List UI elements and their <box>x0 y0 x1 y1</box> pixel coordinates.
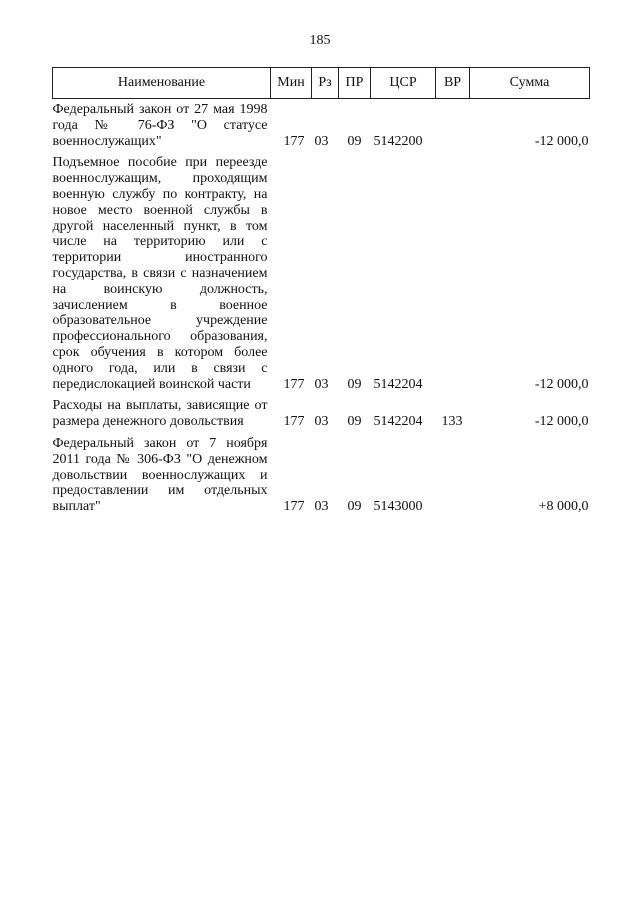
row-rz: 03 <box>314 414 329 430</box>
page-number: 185 <box>309 33 331 48</box>
row-vr: 133 <box>441 414 463 430</box>
row-csr: 5142204 <box>373 376 423 392</box>
row-pr: 09 <box>347 376 362 392</box>
header-csr: ЦСР <box>371 68 436 99</box>
row-pr: 09 <box>347 133 362 149</box>
row-sum: -12 000,0 <box>534 133 589 149</box>
header-min: Мин <box>271 68 312 99</box>
row-pr: 09 <box>347 414 362 430</box>
row-vr <box>436 430 470 515</box>
row-vr <box>436 149 470 392</box>
header-vr: ВР <box>436 68 470 99</box>
table-row <box>53 392 590 430</box>
row-min: 177 <box>283 376 305 392</box>
row-name: Расходы на выплаты, зависящие от размера денежного довольствия <box>52 398 268 430</box>
budget-table <box>52 67 590 515</box>
row-min: 177 <box>283 499 305 515</box>
row-sum: +8 000,0 <box>538 499 589 515</box>
header-pr: ПР <box>339 68 371 99</box>
table-header-row <box>53 68 590 99</box>
row-min: 177 <box>283 414 305 430</box>
header-rz: Рз <box>312 68 339 99</box>
row-name: Федеральный закон от 27 мая 1998 года № 76-ФЗ "О статусе военнослужащих" <box>52 102 268 149</box>
header-sum: Сумма <box>470 68 590 99</box>
row-min: 177 <box>283 133 305 149</box>
table-row <box>53 149 590 392</box>
row-pr: 09 <box>347 499 362 515</box>
header-name: Наименование <box>53 68 271 99</box>
row-rz: 03 <box>314 499 329 515</box>
row-csr: 5142200 <box>373 133 423 149</box>
row-vr <box>436 99 470 150</box>
row-csr: 5143000 <box>373 499 423 515</box>
row-csr: 5142204 <box>373 414 423 430</box>
row-name: Подъемное пособие при переезде военнослужащим, проходящим военную службу по контракту, на новое место военной службы в другой населенный пункт, в том числе на территорию или с территории иностранного государства, в связи с назначением на воинскую должность, зачислением в военное образовательное учреждение профессионального образования, срок обучения в котором более одного года, или в связи с передислокацией воинской части <box>52 155 268 392</box>
row-name: Федеральный закон от 7 ноября 2011 года № 306-ФЗ "О денежном довольствии военнослужащих и предоставлении им отдельных выплат" <box>52 435 268 515</box>
row-rz: 03 <box>314 376 329 392</box>
row-rz: 03 <box>314 133 329 149</box>
table-row <box>53 430 590 515</box>
row-sum: -12 000,0 <box>534 414 589 430</box>
row-sum: -12 000,0 <box>534 376 589 392</box>
table-row <box>53 99 590 150</box>
